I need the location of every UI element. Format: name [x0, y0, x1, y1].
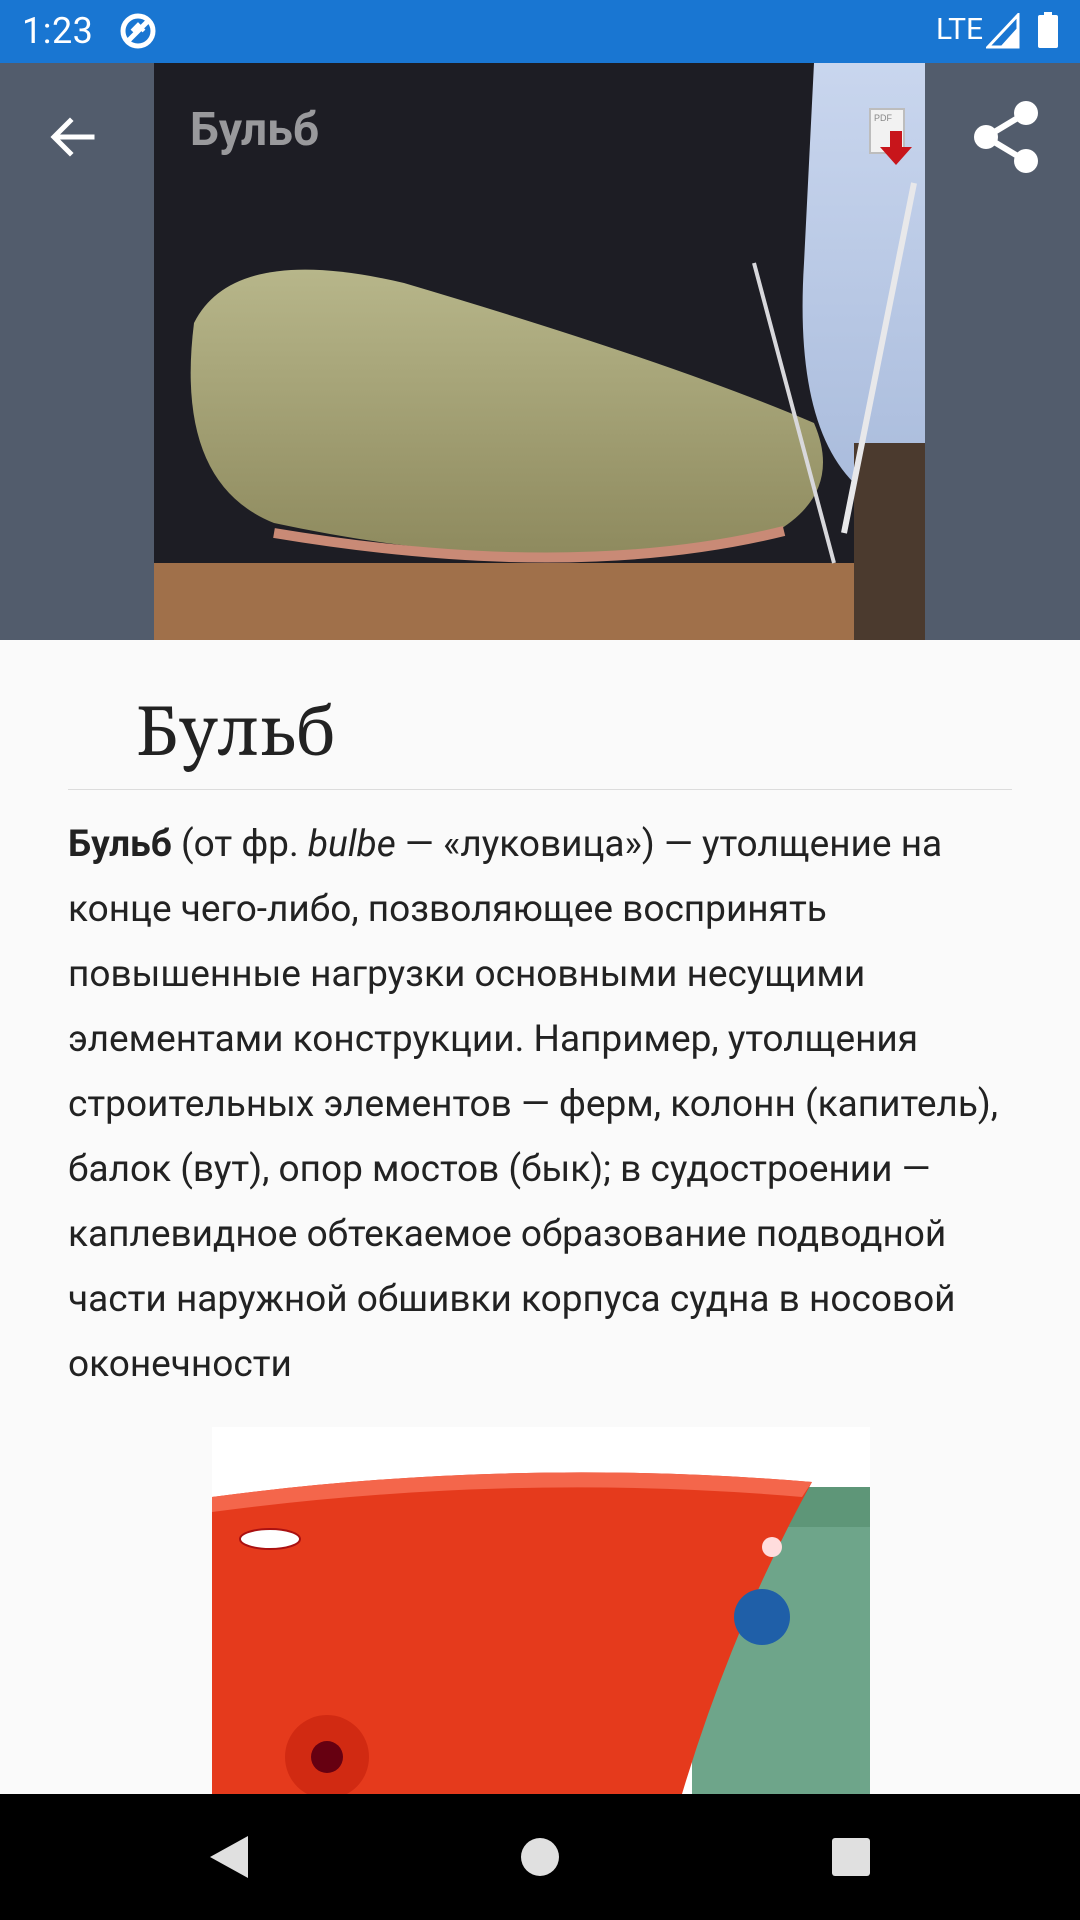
article-heading: Бульб	[68, 640, 1012, 790]
article-paragraph	[68, 812, 1012, 1397]
network-type: LTE	[936, 12, 984, 47]
article-text: — «луковица») — утолщение на конце чего-либо, позволяющее воспринять повышенные нагрузки основными несущими элементами конструкции. Например, утолщения строительных элементов — ферм, колонн (капитель), балок (вут), опор мостов (бык); в судостроении — каплевидное обтекаемое образование подводной части наружной обшивки корпуса судна в носовой оконечности	[68, 823, 999, 1386]
nav-home-icon[interactable]	[513, 1830, 567, 1884]
nav-recents-icon[interactable]	[826, 1832, 876, 1882]
svg-text:PDF: PDF	[874, 113, 892, 123]
status-time: 1:23	[22, 10, 94, 52]
pdf-download-icon[interactable]	[868, 107, 916, 167]
share-icon[interactable]	[970, 99, 1042, 175]
article-term: Бульб	[68, 823, 172, 866]
battery-icon	[1038, 12, 1058, 48]
status-bar	[0, 0, 1080, 63]
bow-image[interactable]	[212, 1427, 870, 1794]
nav-back-icon[interactable]	[204, 1830, 258, 1884]
article-intro: (от фр.	[171, 823, 308, 866]
article-header	[0, 63, 1080, 640]
toolbar-title: Бульб	[190, 103, 320, 157]
back-arrow-icon[interactable]	[40, 103, 108, 171]
navigation-bar	[0, 1794, 1080, 1920]
sync-icon	[118, 11, 158, 51]
signal-icon	[986, 13, 1020, 49]
article-content	[68, 640, 1012, 1397]
article-etymology: bulbe	[307, 823, 396, 866]
